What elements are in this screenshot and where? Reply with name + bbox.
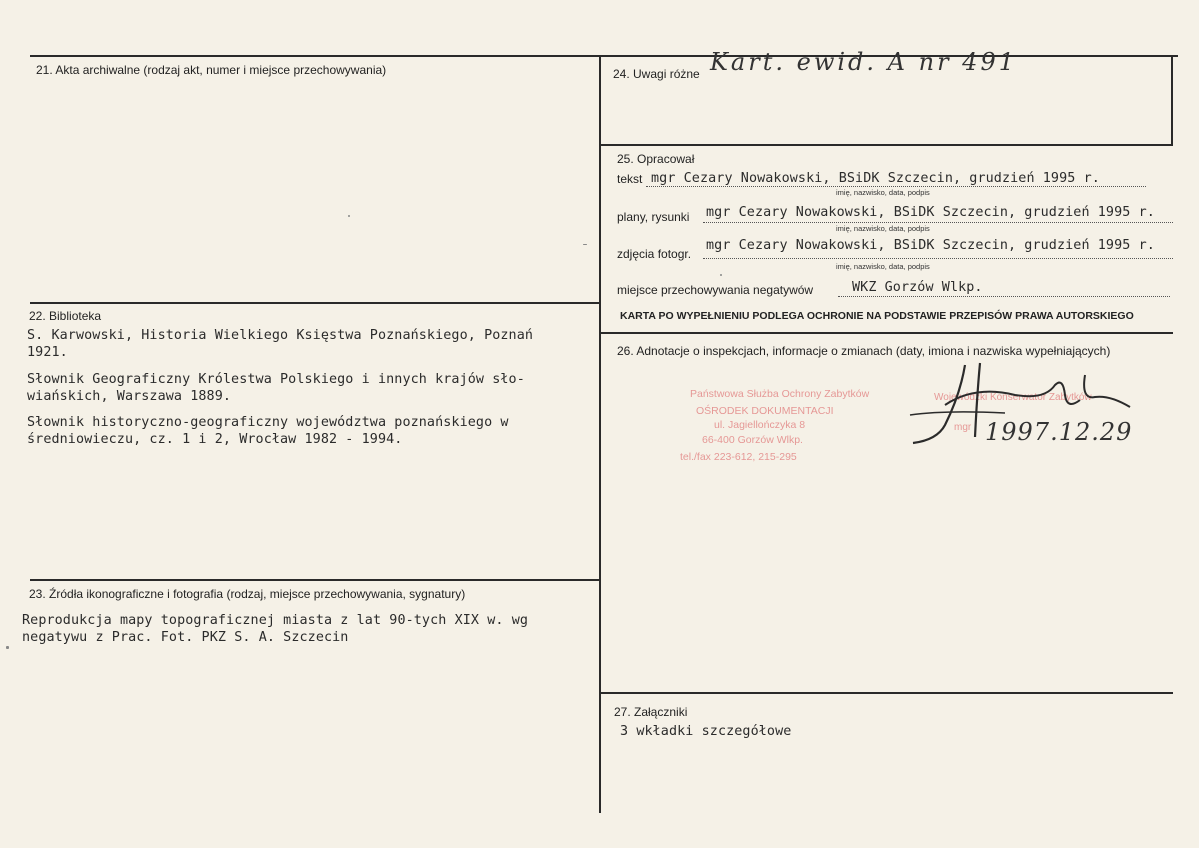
- rule-22-23: [30, 579, 600, 581]
- rule-26-27: [600, 692, 1173, 694]
- library-line-5: Słownik historyczno-geograficzny województwa poznańskiego w: [27, 415, 509, 430]
- rule-24-25: [600, 144, 1173, 146]
- section-23-label: 23. Źródła ikonograficzne i fotografia (rodzaj, miejsce przechowywania, sygnatury): [29, 587, 466, 601]
- stamp-line-1: Państwowa Służba Ochrony Zabytków: [690, 388, 870, 400]
- section-27-label: 27. Załączniki: [614, 705, 688, 719]
- section-26-label: 26. Adnotacje o inspekcjach, informacje o zmianach (daty, imiona i nazwiska wypełniających): [617, 344, 1111, 358]
- negatywy-dotted-line: [838, 296, 1170, 297]
- plany-value: mgr Cezary Nowakowski, BSiDK Szczecin, grudzień 1995 r.: [706, 205, 1155, 220]
- paper-speck: [720, 274, 722, 276]
- stamp-line-4: 66-400 Gorzów Wlkp.: [702, 434, 803, 446]
- negatywy-value: WKZ Gorzów Wlkp.: [852, 280, 983, 295]
- right-divider-24: [1171, 55, 1173, 145]
- plany-label: plany, rysunki: [617, 210, 690, 224]
- paper-speck: [6, 646, 9, 649]
- library-line-2: 1921.: [27, 345, 68, 360]
- rule-21-22: [30, 302, 600, 304]
- rule-25-26: [600, 332, 1173, 334]
- plany-caption: imię, nazwisko, data, podpis: [836, 224, 930, 233]
- section-21-label: 21. Akta archiwalne (rodzaj akt, numer i miejsce przechowywania): [36, 63, 387, 77]
- stamp-line-3: ul. Jagiellończyka 8: [714, 419, 806, 431]
- section-24-label: 24. Uwagi różne: [613, 67, 700, 81]
- section-22-label: 22. Biblioteka: [29, 309, 102, 323]
- copyright-notice: KARTA PO WYPEŁNIENIU PODLEGA OCHRONIE NA PODSTAWIE PRZEPISÓW PRAWA AUTORSKIEGO: [620, 310, 1134, 322]
- paper-speck: [348, 215, 350, 217]
- plany-dotted-line: [703, 222, 1173, 223]
- conservator-stamp-line-1: Wojewódzki Konserwator Zabytków: [934, 392, 1092, 403]
- library-line-6: średniowieczu, cz. 1 i 2, Wrocław 1982 - 1994.: [27, 432, 403, 447]
- handwritten-remarks: Kart. ewid. A nr 491: [710, 48, 1017, 76]
- negatywy-label: miejsce przechowywania negatywów: [617, 283, 814, 297]
- paper-speck: [583, 244, 587, 245]
- tekst-label: tekst: [617, 172, 643, 186]
- zdjecia-caption: imię, nazwisko, data, podpis: [836, 262, 930, 271]
- stamp-line-5: tel./fax 223-612, 215-295: [680, 451, 797, 463]
- signature-date: 1997.12.29: [985, 418, 1133, 446]
- section-25-label: 25. Opracował: [617, 152, 695, 166]
- tekst-dotted-line: [646, 186, 1146, 187]
- stamp-line-2: OŚRODEK DOKUMENTACJI: [696, 405, 834, 417]
- tekst-value: mgr Cezary Nowakowski, BSiDK Szczecin, grudzień 1995 r.: [651, 171, 1100, 186]
- office-stamp: [668, 388, 888, 468]
- zdjecia-dotted-line: [703, 258, 1173, 259]
- attachments-value: 3 wkładki szczegółowe: [620, 724, 792, 739]
- library-line-4: wiańskich, Warszawa 1889.: [27, 389, 232, 404]
- sources-line-2: negatywu z Prac. Fot. PKZ S. A. Szczecin: [22, 630, 349, 645]
- tekst-caption: imię, nazwisko, data, podpis: [836, 188, 930, 197]
- library-line-1: S. Karwowski, Historia Wielkiego Księstwa Poznańskiego, Poznań: [27, 328, 534, 343]
- library-line-3: Słownik Geograficzny Królestwa Polskiego i innych krajów sło-: [27, 372, 525, 387]
- conservator-stamp-line-2: mgr: [954, 422, 972, 433]
- zdjecia-value: mgr Cezary Nowakowski, BSiDK Szczecin, grudzień 1995 r.: [706, 238, 1155, 253]
- center-divider: [599, 55, 601, 813]
- sources-line-1: Reprodukcja mapy topograficznej miasta z lat 90-tych XIX w. wg: [22, 613, 529, 628]
- zdjecia-label: zdjęcia fotogr.: [617, 247, 692, 261]
